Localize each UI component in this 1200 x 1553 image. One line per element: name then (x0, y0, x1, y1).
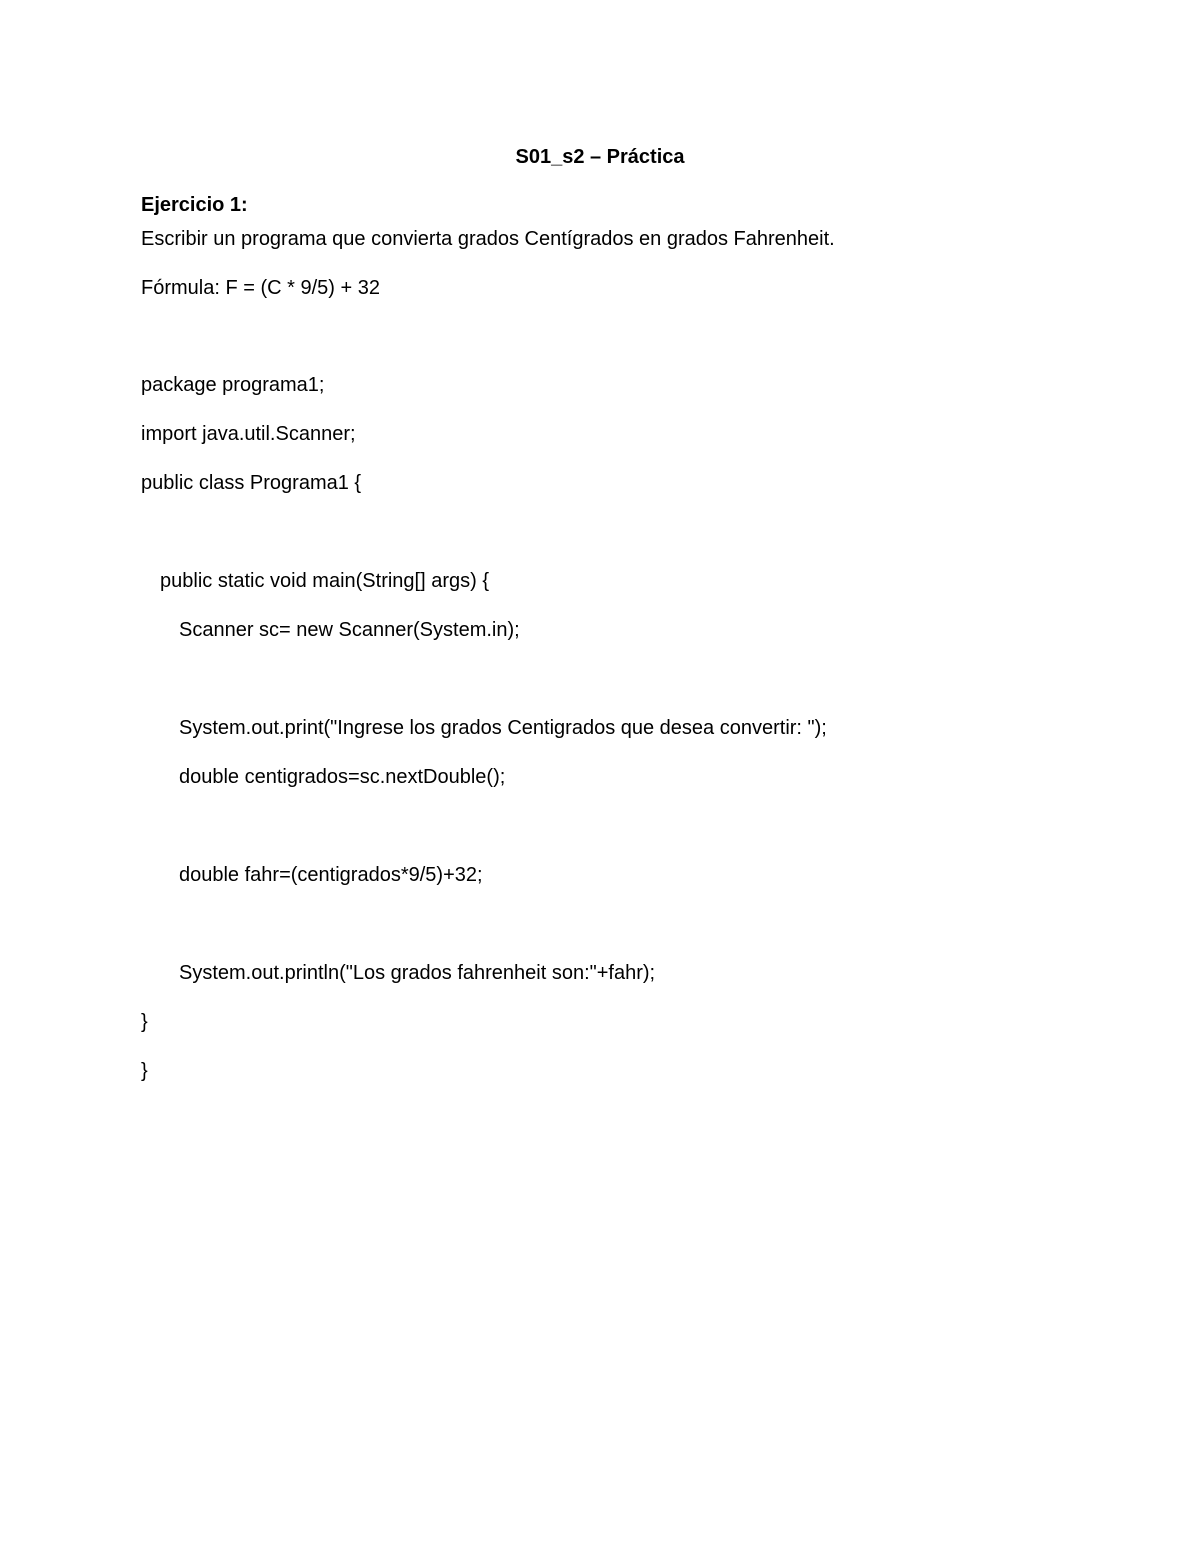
code-line-scanner: Scanner sc= new Scanner(System.in); (179, 619, 520, 641)
page-title: S01_s2 – Práctica (515, 146, 685, 168)
code-line-class: public class Programa1 { (141, 472, 362, 494)
code-line-read-double: double centigrados=sc.nextDouble(); (179, 766, 506, 788)
code-line-import: import java.util.Scanner; (141, 423, 356, 445)
code-line-close-main: } (141, 1011, 148, 1033)
code-line-close-class: } (141, 1060, 148, 1082)
exercise-heading: Ejercicio 1: (141, 194, 248, 216)
code-line-print-result: System.out.println("Los grados fahrenheit son:"+fahr); (179, 962, 656, 984)
code-line-print-prompt: System.out.print("Ingrese los grados Centigrados que desea convertir: "); (179, 717, 827, 739)
code-line-package: package programa1; (141, 374, 325, 396)
code-line-compute: double fahr=(centigrados*9/5)+32; (179, 864, 483, 886)
exercise-instruction: Escribir un programa que convierta grados Centígrados en grados Fahrenheit. (141, 228, 835, 250)
code-line-main: public static void main(String[] args) { (160, 570, 490, 592)
formula-text: Fórmula: F = (C * 9/5) + 32 (141, 277, 380, 299)
